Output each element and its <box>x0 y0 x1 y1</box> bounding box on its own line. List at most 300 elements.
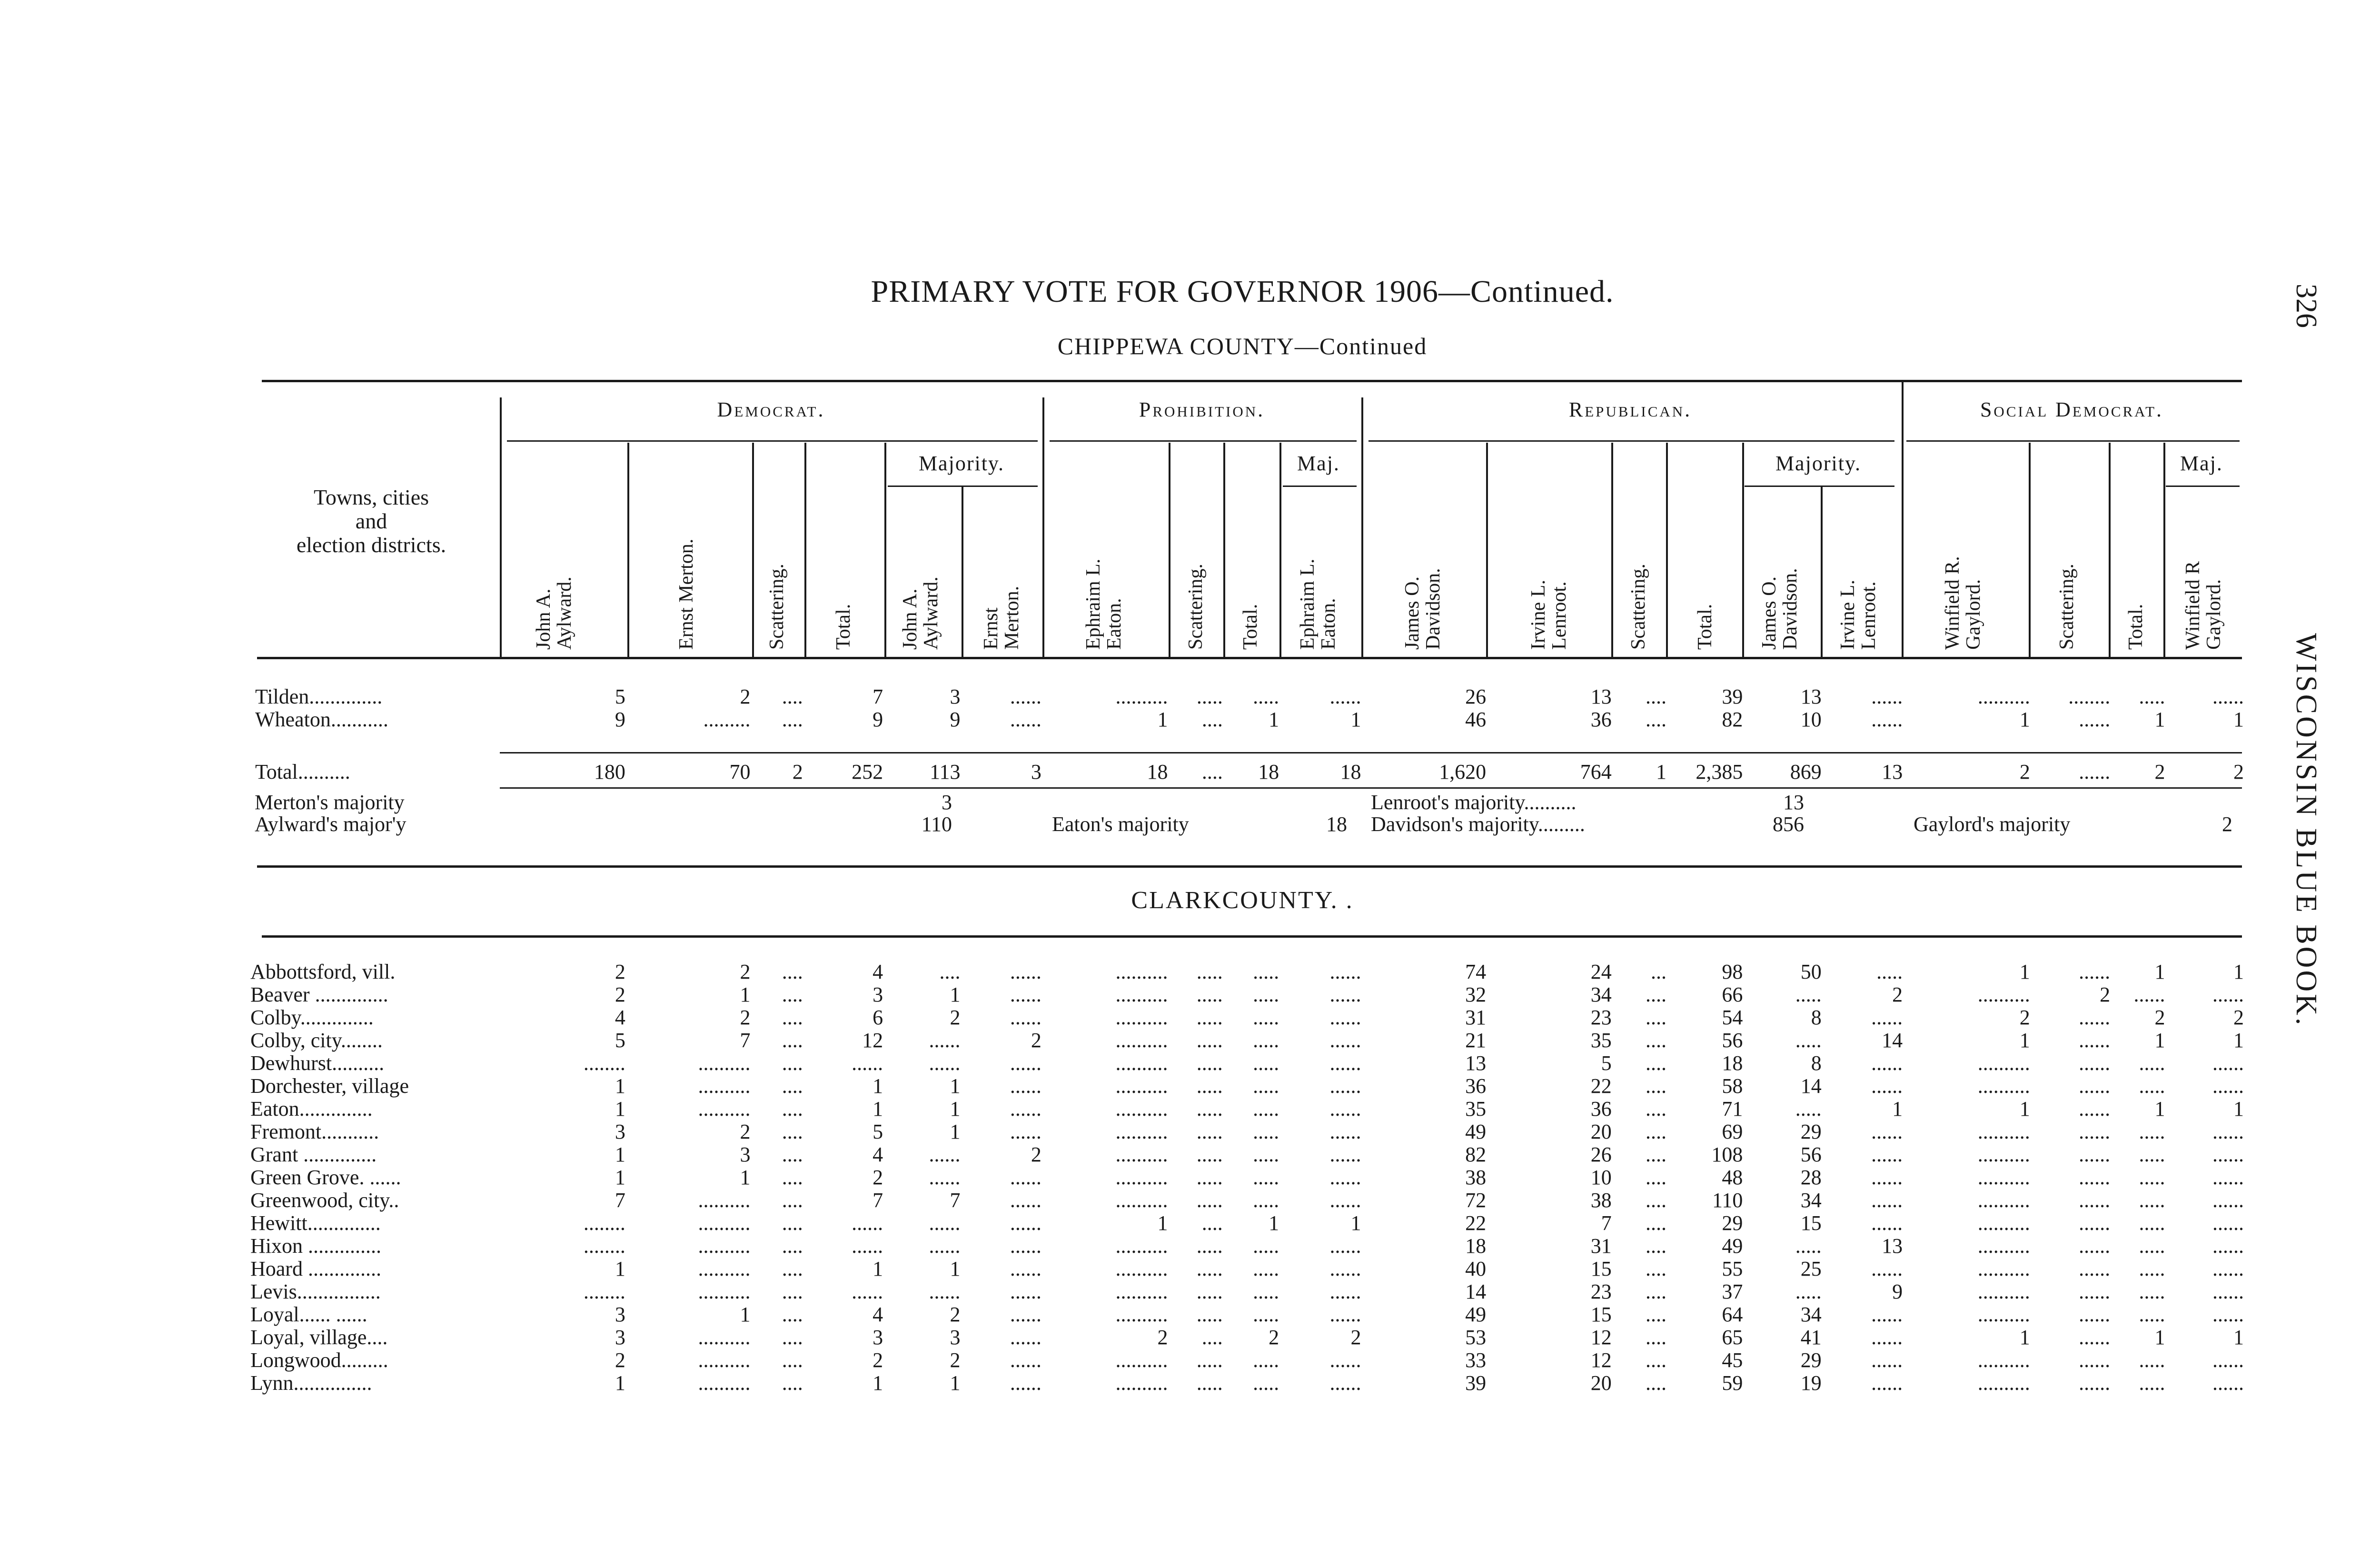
cell: ...... <box>2079 1120 2111 1143</box>
cell: .... <box>1646 1006 1666 1029</box>
cell: ...... <box>1329 1029 1361 1052</box>
cell: .......... <box>1977 1166 2030 1189</box>
cell: ...... <box>1329 1257 1361 1280</box>
cell: 1 <box>615 1097 625 1120</box>
cell: .......... <box>1115 1097 1168 1120</box>
cell: ..... <box>1253 1234 1279 1258</box>
col-dem-maj-merton: Ernst Merton. <box>980 585 1023 650</box>
cell: ...... <box>929 1029 961 1052</box>
eaton-majority-label: Eaton's majority <box>1052 813 1189 836</box>
col-sep <box>1279 443 1281 657</box>
cell: .... <box>1201 1211 1223 1235</box>
book-title: WISCONSIN BLUE BOOK. <box>2290 633 2322 1028</box>
table-row <box>248 1098 2247 1120</box>
pro-majority-rule <box>1283 486 1357 487</box>
cell: 1 <box>950 1257 961 1280</box>
cell: 31 <box>1465 1006 1487 1029</box>
cell: ...... <box>852 1211 883 1235</box>
aylward-majority-value: 110 <box>921 813 952 836</box>
cell: ...... <box>1329 960 1361 983</box>
col-sep <box>1169 443 1170 657</box>
cell: .......... <box>1977 1280 2030 1303</box>
row-name: Eaton.............. <box>250 1097 373 1120</box>
chippewa-table <box>252 685 2247 731</box>
cell: ...... <box>2079 1189 2111 1212</box>
cell: 66 <box>1722 983 1743 1006</box>
lenroot-majority-value: 13 <box>1783 791 1804 814</box>
cell: 3 <box>873 1326 883 1349</box>
cell: .......... <box>1977 1303 2030 1326</box>
row-name: Beaver .............. <box>250 983 388 1006</box>
cell: .......... <box>1115 1189 1168 1212</box>
cell: 49 <box>1465 1120 1487 1143</box>
cell: ...... <box>1010 960 1041 983</box>
page-title: PRIMARY VOTE FOR GOVERNOR 1906—Continued. <box>871 274 1614 309</box>
cell: ..... <box>1196 1189 1223 1212</box>
cell: 56 <box>1800 1143 1822 1166</box>
cell: 36 <box>1590 708 1612 731</box>
cell: ...... <box>2079 1234 2111 1258</box>
cell: 1 <box>615 1143 625 1166</box>
cell: ..... <box>2139 1348 2165 1372</box>
col-rep-total: Total. <box>1694 604 1716 650</box>
cell: 10 <box>1800 708 1822 731</box>
cell: 37 <box>1722 1280 1743 1303</box>
cell: .... <box>782 1303 803 1326</box>
cell: ..... <box>1253 983 1279 1006</box>
cell: ...... <box>1871 1326 1903 1349</box>
cell: .... <box>1646 1029 1666 1052</box>
cell: ...... <box>929 1211 961 1235</box>
cell: ...... <box>1329 1097 1361 1120</box>
cell: ..... <box>1876 960 1903 983</box>
cell: 32 <box>1465 983 1487 1006</box>
row-name: Loyal, village.... <box>250 1326 388 1349</box>
sd-majority-label: Maj. <box>2180 452 2223 475</box>
cell: 9 <box>950 708 961 731</box>
cell: 69 <box>1722 1120 1743 1143</box>
cell: .... <box>1646 1280 1666 1303</box>
cell: 15 <box>1800 1211 1822 1235</box>
cell: 1 <box>615 1371 625 1395</box>
cell: ......... <box>703 708 751 731</box>
cell: 25 <box>1800 1257 1822 1280</box>
cell: ..... <box>1253 1166 1279 1189</box>
cell: ..... <box>1253 1303 1279 1326</box>
dem-majority-label: Majority. <box>918 452 1005 475</box>
table-row <box>248 1212 2247 1235</box>
cell: .......... <box>1115 1348 1168 1372</box>
cell: .......... <box>1977 1257 2030 1280</box>
party-democrat: Democrat. <box>717 398 825 421</box>
cell: ...... <box>2079 1143 2111 1166</box>
cell: ..... <box>1196 1371 1223 1395</box>
col-sep <box>1666 443 1668 657</box>
cell: .... <box>1646 1143 1666 1166</box>
cell: ...... <box>1010 1234 1041 1258</box>
cell: 38 <box>1465 1166 1487 1189</box>
cell: ..... <box>1196 1280 1223 1303</box>
cell: 8 <box>1811 1006 1822 1029</box>
cell: 41 <box>1800 1326 1822 1349</box>
cell: ..... <box>1196 1234 1223 1258</box>
cell: .... <box>939 960 961 983</box>
cell: ..... <box>1795 1097 1822 1120</box>
cell: .......... <box>1977 1348 2030 1372</box>
cell: .......... <box>1115 1120 1168 1143</box>
cell: ...... <box>2079 1029 2111 1052</box>
cell: ...... <box>1010 1280 1041 1303</box>
cell: 50 <box>1800 960 1822 983</box>
cell: 2 <box>950 1303 961 1326</box>
cell: 1 <box>1350 1211 1361 1235</box>
cell: ...... <box>1010 1371 1041 1395</box>
cell: 2 <box>950 1348 961 1372</box>
democrat-rule <box>507 440 1038 442</box>
cell: ..... <box>1253 1348 1279 1372</box>
cell: ...... <box>1329 1051 1361 1075</box>
row-name: Dorchester, village <box>250 1074 409 1098</box>
cell: 2 <box>1031 1143 1041 1166</box>
row-name: Colby.............. <box>250 1006 374 1029</box>
cell: 23 <box>1590 1006 1612 1029</box>
col-sd-maj-gaylord: Winfield R Gaylord. <box>2182 561 2225 650</box>
cell: 18 <box>1147 760 1168 783</box>
cell: ...... <box>1871 1143 1903 1166</box>
col-sd-gaylord: Winfield R. Gaylord. <box>1942 556 1984 650</box>
cell: 36 <box>1465 1074 1487 1098</box>
cell: .... <box>1646 1189 1666 1212</box>
row-name: Green Grove. ...... <box>250 1166 401 1189</box>
cell: 7 <box>1601 1211 1612 1235</box>
cell: 21 <box>1465 1029 1487 1052</box>
cell: ..... <box>1253 1029 1279 1052</box>
cell: 1 <box>1269 708 1279 731</box>
cell: 9 <box>1892 1280 1903 1303</box>
cell: 1 <box>2019 1326 2030 1349</box>
cell: ..... <box>1795 1280 1822 1303</box>
row-label-header: Towns, cities and election districts. <box>296 485 446 557</box>
col-sep <box>1611 443 1613 657</box>
cell: 4 <box>873 1143 883 1166</box>
cell: 22 <box>1465 1211 1487 1235</box>
row-name: Hoard .............. <box>250 1257 381 1280</box>
cell: 58 <box>1722 1074 1743 1098</box>
prohibition-rule <box>1050 440 1357 442</box>
cell: 38 <box>1590 1189 1612 1212</box>
cell: 1 <box>615 1166 625 1189</box>
cell: 1 <box>950 1371 961 1395</box>
cell: 31 <box>1590 1234 1612 1258</box>
col-dem-aylward: John A. Aylward. <box>533 576 575 650</box>
cell: ..... <box>1196 1120 1223 1143</box>
cell: .......... <box>1115 1303 1168 1326</box>
cell: 3 <box>1031 760 1041 783</box>
cell: 12 <box>1590 1326 1612 1349</box>
pro-majority-label: Maj. <box>1297 452 1340 475</box>
cell: 1 <box>2019 960 2030 983</box>
county-subtitle: CHIPPEWA COUNTY—Continued <box>1057 333 1428 359</box>
cell: ...... <box>2079 1280 2111 1303</box>
cell: ...... <box>2079 1348 2111 1372</box>
cell: .... <box>782 1326 803 1349</box>
col-sep <box>1821 486 1823 657</box>
lenroot-majority-label: Lenroot's majority.......... <box>1371 791 1577 814</box>
cell: 14 <box>1800 1074 1822 1098</box>
cell: ...... <box>1871 1211 1903 1235</box>
cell: .... <box>1646 1257 1666 1280</box>
cell: .... <box>1646 1348 1666 1372</box>
cell: 4 <box>615 1006 625 1029</box>
cell: 2 <box>740 1120 751 1143</box>
cell: 15 <box>1590 1303 1612 1326</box>
cell: .......... <box>1977 1189 2030 1212</box>
cell: 2 <box>950 1006 961 1029</box>
cell: ...... <box>1010 983 1041 1006</box>
cell: ...... <box>1871 1348 1903 1372</box>
cell: .......... <box>1115 983 1168 1006</box>
cell: 53 <box>1465 1326 1487 1349</box>
cell: ...... <box>1010 1211 1041 1235</box>
cell: ..... <box>2139 1303 2165 1326</box>
cell: ...... <box>2079 708 2111 731</box>
cell: 1 <box>2019 708 2030 731</box>
cell: 82 <box>1722 708 1743 731</box>
cell: 7 <box>950 1189 961 1212</box>
cell: 2 <box>615 960 625 983</box>
col-pro-total: Total. <box>1240 604 1261 650</box>
cell: ..... <box>2139 1211 2165 1235</box>
cell: 15 <box>1590 1257 1612 1280</box>
cell: .......... <box>698 1257 751 1280</box>
col-sep <box>752 443 754 657</box>
cell: 14 <box>1882 1029 1903 1052</box>
row-name: Greenwood, city.. <box>250 1189 399 1212</box>
row-name: Colby, city........ <box>250 1029 383 1052</box>
cell: ...... <box>1329 1166 1361 1189</box>
cell: 35 <box>1465 1097 1487 1120</box>
col-dem-scattering: Scattering. <box>766 564 788 650</box>
cell: ...... <box>2079 1371 2111 1395</box>
cell: 36 <box>1590 1097 1612 1120</box>
cell: ...... <box>1871 1371 1903 1395</box>
cell: .......... <box>1977 1211 2030 1235</box>
cell: 18 <box>1340 760 1361 783</box>
cell: ...... <box>2212 1280 2244 1303</box>
cell: ..... <box>2139 1143 2165 1166</box>
cell: ...... <box>2079 1074 2111 1098</box>
cell: ...... <box>2079 1211 2111 1235</box>
cell: ...... <box>1010 1189 1041 1212</box>
cell: 29 <box>1722 1211 1743 1235</box>
gaylord-majority-label: Gaylord's majority <box>1914 813 2071 836</box>
cell: .... <box>782 685 803 708</box>
cell: ..... <box>1253 1143 1279 1166</box>
row-name: Dewhurst.......... <box>250 1051 385 1075</box>
table-row <box>248 961 2247 983</box>
cell: 1 <box>873 1257 883 1280</box>
cell: 26 <box>1465 685 1487 708</box>
cell: .......... <box>1977 1120 2030 1143</box>
cell: 2 <box>2154 760 2165 783</box>
cell: 20 <box>1590 1371 1612 1395</box>
cell: .... <box>1646 1074 1666 1098</box>
cell: 1,620 <box>1439 760 1487 783</box>
merton-majority-label: Merton's majority <box>255 791 405 814</box>
col-sep <box>962 486 963 657</box>
cell: .......... <box>1115 960 1168 983</box>
cell: 1 <box>2154 1097 2165 1120</box>
cell: .... <box>1646 1326 1666 1349</box>
cell: ...... <box>2212 1303 2244 1326</box>
cell: ...... <box>852 1234 883 1258</box>
cell: 23 <box>1590 1280 1612 1303</box>
cell: 2 <box>2233 760 2244 783</box>
cell: .......... <box>698 1280 751 1303</box>
cell: 8 <box>1811 1051 1822 1075</box>
cell: 1 <box>2019 1097 2030 1120</box>
cell: 2 <box>740 1006 751 1029</box>
cell: 1 <box>873 1074 883 1098</box>
cell: 55 <box>1722 1257 1743 1280</box>
cell: 5 <box>873 1120 883 1143</box>
cell: 72 <box>1465 1189 1487 1212</box>
cell: ...... <box>2212 1211 2244 1235</box>
cell: 13 <box>1882 1234 1903 1258</box>
cell: ...... <box>1010 1051 1041 1075</box>
cell: 24 <box>1590 960 1612 983</box>
cell: 71 <box>1722 1097 1743 1120</box>
cell: 1 <box>740 983 751 1006</box>
cell: 3 <box>615 1120 625 1143</box>
cell: .... <box>782 1006 803 1029</box>
cell: ...... <box>2079 1051 2111 1075</box>
cell: ..... <box>1253 685 1279 708</box>
cell: .... <box>782 1097 803 1120</box>
aylward-majority-label: Aylward's major'y <box>255 813 407 836</box>
cell: ...... <box>1010 708 1041 731</box>
davidson-majority-value: 856 <box>1773 813 1804 836</box>
cell: 48 <box>1722 1166 1743 1189</box>
table-row <box>248 983 2247 1006</box>
cell: 5 <box>1601 1051 1612 1075</box>
cell: .... <box>1646 1371 1666 1395</box>
cell: ..... <box>1196 1074 1223 1098</box>
cell: 3 <box>615 1326 625 1349</box>
clark-top-rule <box>262 935 2242 938</box>
cell: 1 <box>2154 1326 2165 1349</box>
cell: ...... <box>2079 760 2111 783</box>
cell: 2 <box>1892 983 1903 1006</box>
cell: .... <box>782 1051 803 1075</box>
cell: .......... <box>1115 1166 1168 1189</box>
cell: ...... <box>1010 1097 1041 1120</box>
cell: ........ <box>583 1234 625 1258</box>
cell: 7 <box>740 1029 751 1052</box>
cell: 2 <box>615 983 625 1006</box>
cell: ..... <box>1795 1234 1822 1258</box>
cell: 39 <box>1465 1371 1487 1395</box>
cell: 35 <box>1590 1029 1612 1052</box>
cell: ...... <box>1871 1257 1903 1280</box>
cell: 4 <box>873 1303 883 1326</box>
cell: 46 <box>1465 708 1487 731</box>
table-row <box>248 1372 2247 1395</box>
cell: 56 <box>1722 1029 1743 1052</box>
cell: 22 <box>1590 1074 1612 1098</box>
cell: 764 <box>1580 760 1612 783</box>
cell: 869 <box>1790 760 1822 783</box>
cell: 34 <box>1590 983 1612 1006</box>
cell: 113 <box>930 760 961 783</box>
cell: ...... <box>1871 1166 1903 1189</box>
cell: 33 <box>1465 1348 1487 1372</box>
cell: ...... <box>2079 1326 2111 1349</box>
cell: ...... <box>2212 1143 2244 1166</box>
cell: ...... <box>1329 1120 1361 1143</box>
cell: ..... <box>2139 1234 2165 1258</box>
row-name: Abbottsford, vill. <box>250 960 396 983</box>
cell: ..... <box>2139 1257 2165 1280</box>
republican-rule <box>1368 440 1894 442</box>
cell: ..... <box>1196 1348 1223 1372</box>
col-pro-maj-eaton: Ephraim L. Eaton. <box>1297 558 1339 650</box>
cell: ...... <box>929 1143 961 1166</box>
cell: 1 <box>1269 1211 1279 1235</box>
gaylord-majority-value: 2 <box>2222 813 2232 836</box>
cell: 2 <box>1157 1326 1168 1349</box>
row-name: Longwood......... <box>250 1348 388 1372</box>
cell: ...... <box>1010 1348 1041 1372</box>
cell: ..... <box>1196 1257 1223 1280</box>
row-name: Fremont........... <box>250 1120 379 1143</box>
cell: 7 <box>873 685 883 708</box>
cell: ..... <box>1196 1166 1223 1189</box>
cell: .... <box>782 1074 803 1098</box>
davidson-majority-label: Davidson's majority......... <box>1371 813 1585 836</box>
cell: 1 <box>2233 960 2244 983</box>
cell: ..... <box>1795 983 1822 1006</box>
cell: .......... <box>698 1371 751 1395</box>
cell: 82 <box>1465 1143 1487 1166</box>
cell: ..... <box>1253 1189 1279 1212</box>
cell: .... <box>1646 1234 1666 1258</box>
cell: ...... <box>2212 685 2244 708</box>
cell: ...... <box>2212 1051 2244 1075</box>
cell: 2 <box>873 1166 883 1189</box>
cell: ...... <box>2079 1097 2111 1120</box>
row-name: Tilden.............. <box>255 685 383 708</box>
clark-county-title: CLARKCOUNTY. . <box>1131 887 1354 914</box>
cell: 110 <box>1712 1189 1743 1212</box>
cell: 2 <box>2100 983 2111 1006</box>
table-row <box>248 1189 2247 1212</box>
cell: .......... <box>1115 1143 1168 1166</box>
cell: 20 <box>1590 1120 1612 1143</box>
cell: .......... <box>698 1211 751 1235</box>
majority-rule <box>500 787 2242 789</box>
cell: ...... <box>1329 685 1361 708</box>
cell: 1 <box>873 1371 883 1395</box>
rep-majority-label: Majority. <box>1775 452 1862 475</box>
table-row <box>252 761 2247 783</box>
cell: ..... <box>2139 685 2165 708</box>
cell: 2 <box>873 1348 883 1372</box>
cell: 2 <box>1350 1326 1361 1349</box>
cell: 59 <box>1722 1371 1743 1395</box>
header-bottom-rule <box>257 657 2242 659</box>
col-sep <box>1486 443 1488 657</box>
